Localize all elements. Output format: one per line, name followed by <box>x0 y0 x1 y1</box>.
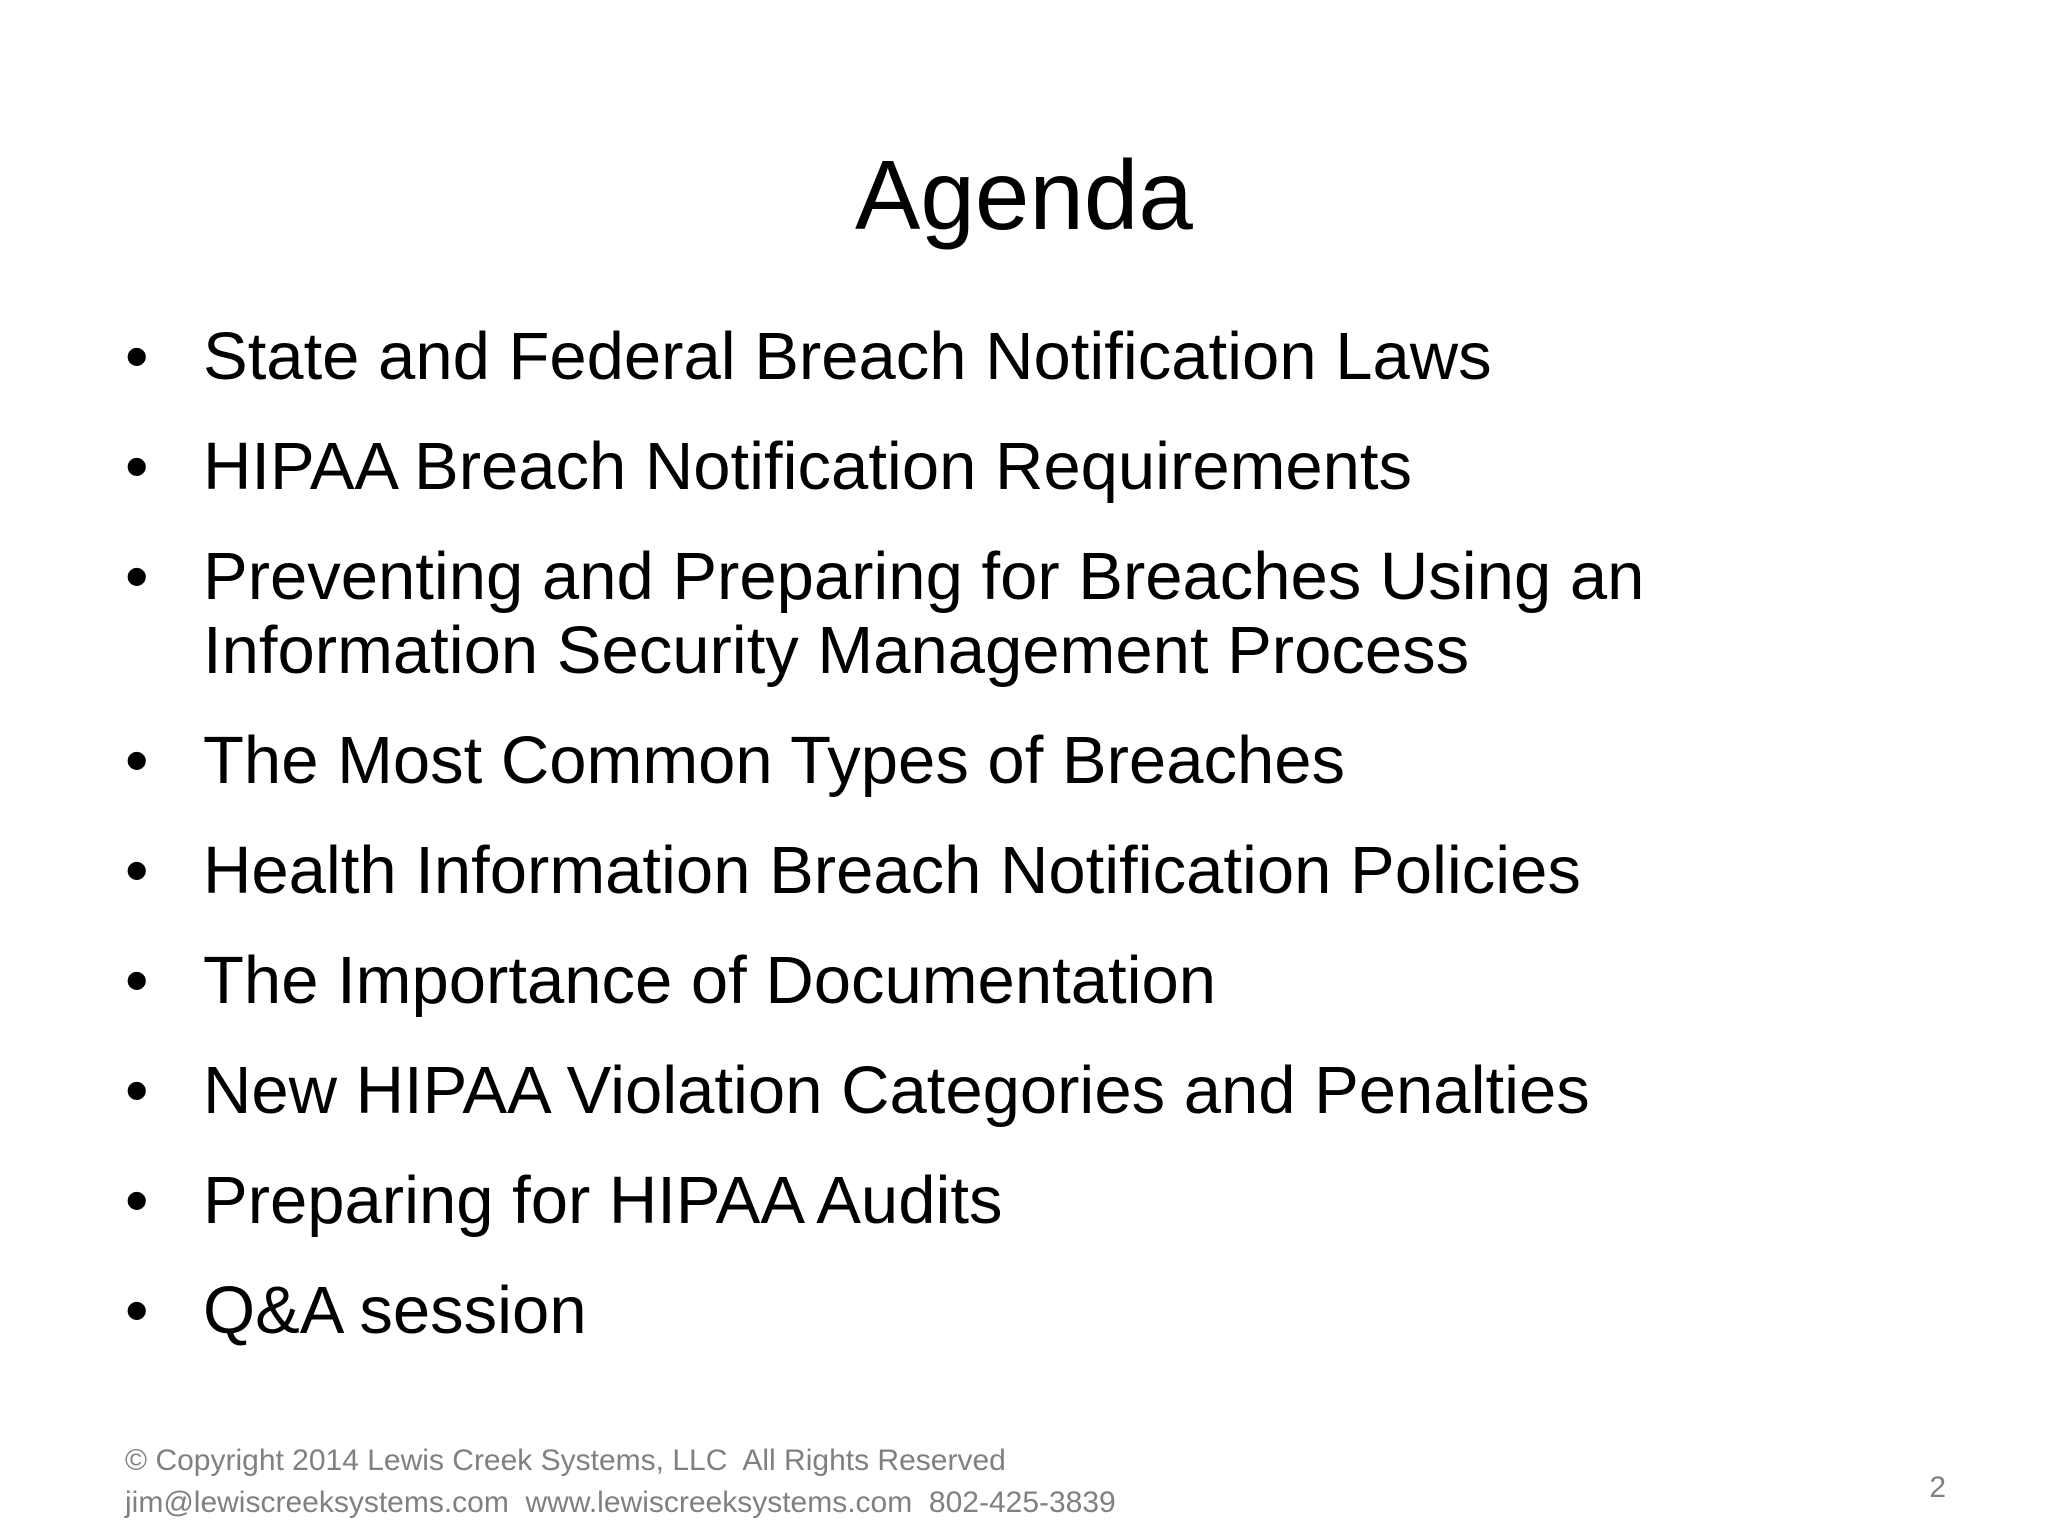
page-number: 2 <box>1929 1471 1946 1504</box>
bullet-icon: • <box>125 319 149 394</box>
agenda-item-text: Health Information Breach Notification Policies <box>203 833 1581 908</box>
agenda-item-text: New HIPAA Violation Categories and Penalties <box>203 1053 1590 1128</box>
copyright-text: © Copyright 2014 Lewis Creek Systems, LLC All Rights Reserved <box>125 1444 1006 1477</box>
agenda-item-text-continued: Information Security Management Process <box>203 613 1470 688</box>
bullet-icon: • <box>125 943 149 1018</box>
bullet-icon: • <box>125 1053 149 1128</box>
agenda-item-text: HIPAA Breach Notification Requirements <box>203 429 1413 504</box>
agenda-item-text: The Most Common Types of Breaches <box>203 723 1345 798</box>
agenda-item-text: Preparing for HIPAA Audits <box>203 1163 1003 1238</box>
bullet-icon: • <box>125 429 149 504</box>
slide-footer <box>125 1440 1116 1524</box>
bullet-icon: • <box>125 833 149 908</box>
bullet-icon: • <box>125 723 149 798</box>
agenda-item-common-breaches <box>125 724 1925 798</box>
agenda-item-preventing-breaches <box>125 540 1925 688</box>
agenda-item-text: The Importance of Documentation <box>203 943 1216 1018</box>
contact-text: jim@lewiscreeksystems.com www.lewiscreeksystems.com 802-425-3839 <box>125 1486 1116 1519</box>
agenda-item-state-federal-laws <box>125 320 1925 394</box>
slide-title: Agenda <box>855 140 1193 250</box>
agenda-item-qa-session <box>125 1274 1925 1348</box>
agenda-item-hipaa-requirements <box>125 430 1925 504</box>
bullet-icon: • <box>125 539 149 614</box>
agenda-item-text: State and Federal Breach Notification Laws <box>203 319 1492 394</box>
bullet-icon: • <box>125 1163 149 1238</box>
agenda-item-hipaa-audits <box>125 1164 1925 1238</box>
agenda-item-violation-categories <box>125 1054 1925 1128</box>
bullet-icon: • <box>125 1273 149 1348</box>
agenda-item-notification-policies <box>125 834 1925 908</box>
agenda-list <box>125 320 1925 1384</box>
agenda-item-text: Q&A session <box>203 1273 587 1348</box>
agenda-item-text: Preventing and Preparing for Breaches Using an <box>203 539 1645 614</box>
agenda-item-documentation <box>125 944 1925 1018</box>
